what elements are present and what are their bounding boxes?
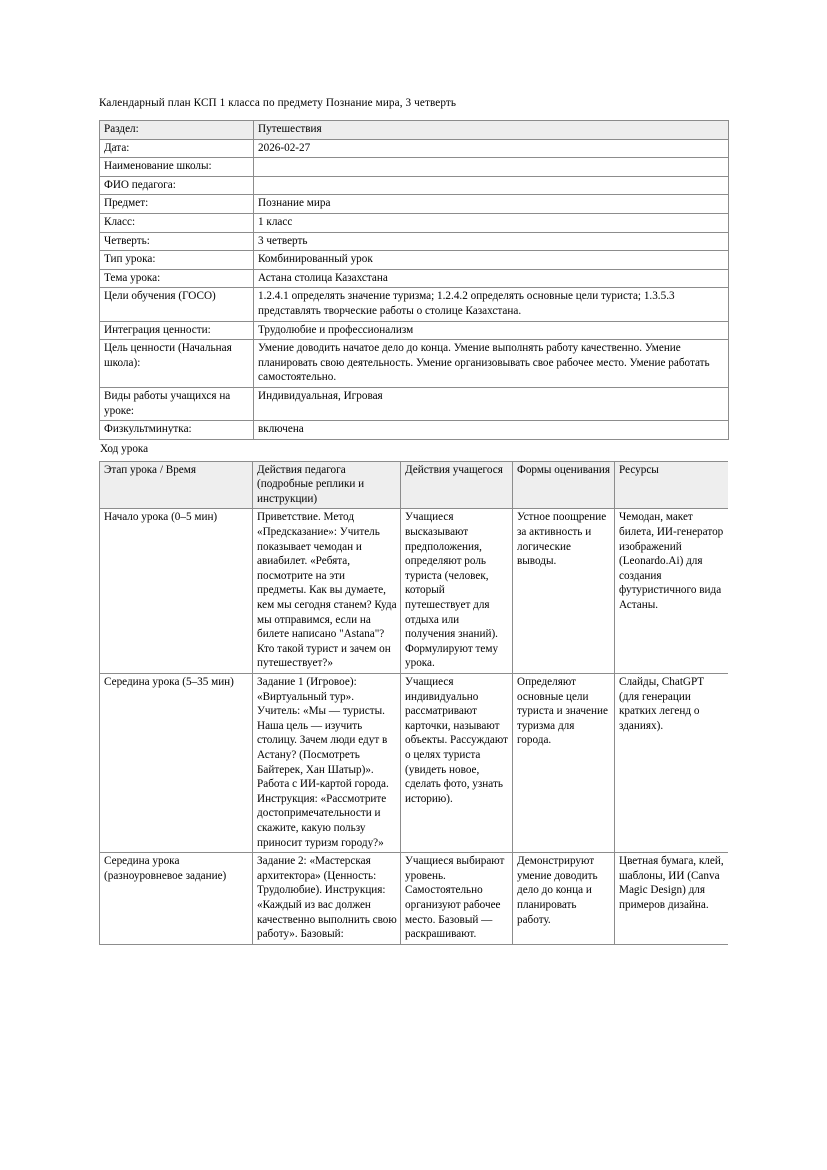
document-content — [99, 96, 728, 945]
info-row-value: 3 четверть — [254, 232, 729, 251]
table-row — [100, 232, 729, 251]
column-header-resources: Ресурсы — [615, 461, 729, 509]
info-row-label: Цели обучения (ГОСО) — [100, 288, 254, 321]
info-row-label: Физкультминутка: — [100, 421, 254, 440]
info-row-value: Индивидуальная, Игровая — [254, 387, 729, 420]
info-row-label: Наименование школы: — [100, 158, 254, 177]
student-actions-cell: Учащиеся индивидуально рассматривают карточки, называют объекты. Рассуждают о целях туриста (увидеть новое, сделать фото, узнать историю). — [401, 674, 513, 853]
info-row-value: Познание мира — [254, 195, 729, 214]
info-row-value: включена — [254, 421, 729, 440]
info-row-value — [254, 176, 729, 195]
info-row-label: Тип урока: — [100, 251, 254, 270]
teacher-actions-cell: Приветствие. Метод «Предсказание»: Учитель показывает чемодан и авиабилет. «Ребята, посмотрите на эти предметы. Как вы думаете, кем мы сегодня станем? Куда мы отправимся, если на билете написано "Astana"? Кто такой турист и зачем он путешествует?» — [253, 509, 401, 674]
assessment-cell: Определяют основные цели туриста и значение туризма для города. — [513, 674, 615, 853]
student-actions-cell: Учащиеся высказывают предположения, определяют роль туриста (человек, который путешествует для отдыха или получения знаний). Формулируют тему урока. — [401, 509, 513, 674]
table-row — [100, 158, 729, 177]
info-row-value: Путешествия — [254, 121, 729, 140]
lesson-table-wrapper — [99, 461, 728, 945]
column-header-assessment: Формы оценивания — [513, 461, 615, 509]
info-row-label: Раздел: — [100, 121, 254, 140]
table-row — [100, 195, 729, 214]
table-row — [100, 387, 729, 420]
lesson-flow-label: Ход урока — [100, 442, 149, 455]
lesson-plan-table-body — [100, 509, 729, 944]
page-title: Календарный план КСП 1 класса по предмету Познание мира, 3 четверть — [99, 97, 457, 109]
teacher-actions-cell: Задание 1 (Игровое): «Виртуальный тур». Учитель: «Мы — туристы. Наша цель — изучить столицу. Зачем люди едут в Астану? (Посмотреть Байтерек, Хан Шатыр)». Работа с ИИ-картой города. Инструкция: «Рассмотрите достопримечательности и скажите, какую пользу приносит туризм городу?» — [253, 674, 401, 853]
info-row-value — [254, 158, 729, 177]
info-row-value: Умение доводить начатое дело до конца. Умение выполнять работу качественно. Умение планировать свою деятельность. Умение организовывать свое рабочее место. Умение работать самостоятельно. — [254, 340, 729, 388]
table-row — [100, 269, 729, 288]
column-header-teacher-actions: Действия педагога (подробные реплики и инструкции) — [253, 461, 401, 509]
info-row-value: Трудолюбие и профессионализм — [254, 321, 729, 340]
assessment-cell: Устное поощрение за активность и логические выводы. — [513, 509, 615, 674]
info-row-label: Четверть: — [100, 232, 254, 251]
table-row — [100, 139, 729, 158]
lesson-info-table-body — [100, 121, 729, 440]
info-row-label: Дата: — [100, 139, 254, 158]
table-row — [100, 321, 729, 340]
resources-cell: Чемодан, макет билета, ИИ-генератор изображений (Leonardo.Ai) для создания футуристичного вида Астаны. — [615, 509, 729, 674]
info-row-value: Астана столица Казахстана — [254, 269, 729, 288]
table-row — [100, 213, 729, 232]
lesson-plan-table-head — [100, 461, 729, 509]
info-row-value: 2026-02-27 — [254, 139, 729, 158]
table-row — [100, 288, 729, 321]
info-row-label: ФИО педагога: — [100, 176, 254, 195]
info-row-label: Класс: — [100, 213, 254, 232]
table-row — [100, 176, 729, 195]
table-row — [100, 121, 729, 140]
assessment-cell: Демонстрируют умение доводить дело до конца и планировать работу. — [513, 853, 615, 945]
table-row — [100, 853, 729, 945]
lesson-plan-table — [99, 461, 728, 945]
info-row-value: Комбинированный урок — [254, 251, 729, 270]
lesson-stage-cell: Начало урока (0–5 мин) — [100, 509, 253, 674]
info-row-label: Виды работы учащихся на уроке: — [100, 387, 254, 420]
column-header-student-actions: Действия учащегося — [401, 461, 513, 509]
table-row — [100, 421, 729, 440]
student-actions-cell: Учащиеся выбирают уровень. Самостоятельно организуют рабочее место. Базовый — раскрашивают. — [401, 853, 513, 945]
column-header-stage: Этап урока / Время — [100, 461, 253, 509]
table-row — [100, 674, 729, 853]
lesson-stage-cell: Середина урока (5–35 мин) — [100, 674, 253, 853]
info-row-label: Цель ценности (Начальная школа): — [100, 340, 254, 388]
resources-cell: Слайды, ChatGPT (для генерации кратких легенд о зданиях). — [615, 674, 729, 853]
lesson-info-table — [99, 120, 729, 440]
lesson-stage-cell: Середина урока (разноуровневое задание) — [100, 853, 253, 945]
table-row — [100, 251, 729, 270]
info-row-label: Тема урока: — [100, 269, 254, 288]
teacher-actions-cell: Задание 2: «Мастерская архитектора» (Ценность: Трудолюбие). Инструкция: «Каждый из вас должен качественно выполнить свою работу». Базовый: — [253, 853, 401, 945]
resources-cell: Цветная бумага, клей, шаблоны, ИИ (Canva Magic Design) для примеров дизайна. — [615, 853, 729, 945]
table-header-row — [100, 461, 729, 509]
info-row-value: 1 класс — [254, 213, 729, 232]
table-row — [100, 340, 729, 388]
info-row-label: Предмет: — [100, 195, 254, 214]
info-row-label: Интеграция ценности: — [100, 321, 254, 340]
info-row-value: 1.2.4.1 определять значение туризма; 1.2.4.2 определять основные цели туриста; 1.3.5.3 представлять творческие работы о столице Казахстана. — [254, 288, 729, 321]
table-row — [100, 509, 729, 674]
